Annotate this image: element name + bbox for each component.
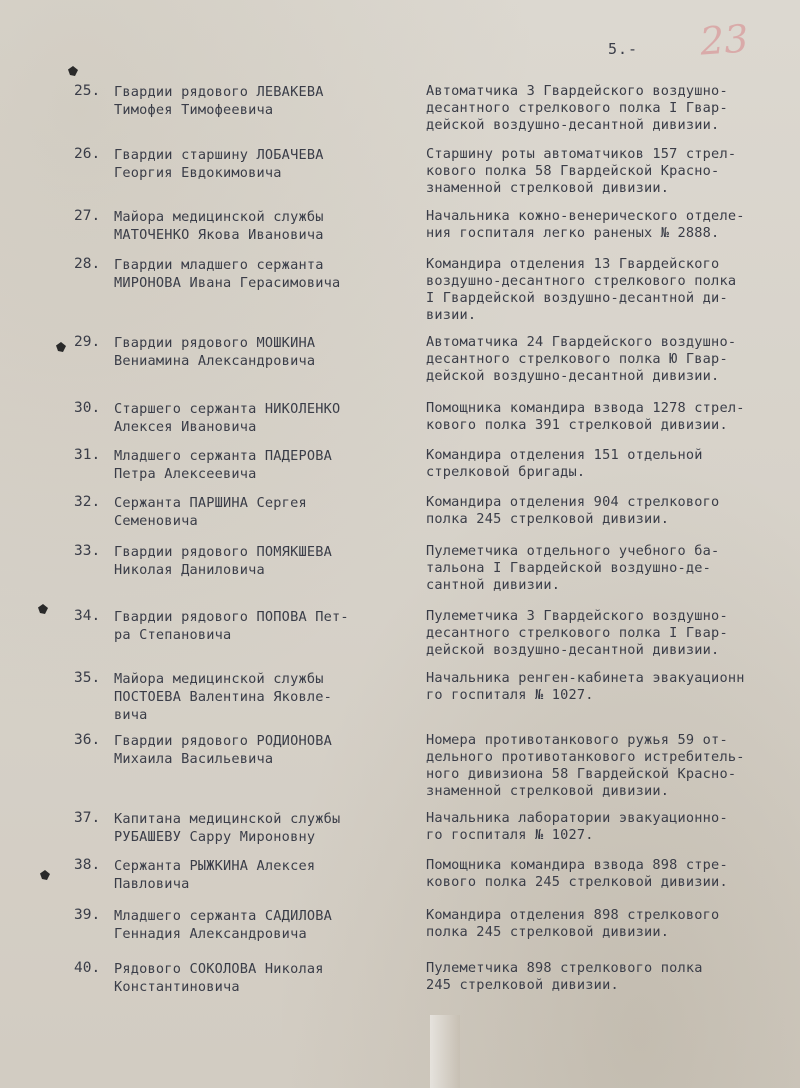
person-name <box>114 732 414 768</box>
person-line: Николая Даниловича <box>114 562 265 578</box>
person-line: Гвардии рядового ЛЕВАКЕВА <box>114 84 324 100</box>
entry-number: 38. <box>74 857 101 873</box>
person-line: ра Степановича <box>114 627 232 643</box>
person-line: Сержанта ПАРШИНА Сергея <box>114 495 307 511</box>
position-line: полка 245 стрелковой дивизии. <box>426 924 670 940</box>
person-name <box>114 447 414 483</box>
position-line: дейской воздушно-десантной дивизии. <box>426 368 720 384</box>
person-line: Гвардии рядового ПОПОВА Пет- <box>114 609 349 625</box>
position-line: Начальника кожно-венерического отделе- <box>426 208 745 224</box>
position-line: го госпиталя № 1027. <box>426 827 594 843</box>
position-line: Номера противотанкового ружья 59 от- <box>426 732 728 748</box>
position-line: Помощника командира взвода 898 стре- <box>426 857 728 873</box>
position-description <box>426 208 786 242</box>
position-line: знаменной стрелковой дивизии. <box>426 180 670 196</box>
person-name <box>114 810 414 846</box>
position-line: Командира отделения 13 Гвардейского <box>426 256 720 272</box>
entry-number: 28. <box>74 256 101 272</box>
position-line: Начальника лаборатории эвакуационно- <box>426 810 728 826</box>
person-name <box>114 543 414 579</box>
position-description <box>426 447 786 481</box>
position-description <box>426 83 786 134</box>
position-description <box>426 608 786 659</box>
position-description <box>426 256 786 324</box>
position-description <box>426 146 786 197</box>
person-line: Павловича <box>114 876 190 892</box>
position-line: кового полка 391 стрелковой дивизии. <box>426 417 728 433</box>
person-line: Гвардии рядового ПОМЯКШЕВА <box>114 544 332 560</box>
person-name <box>114 494 414 530</box>
person-line: МИРОНОВА Ивана Герасимовича <box>114 275 341 291</box>
position-line: стрелковой бригады. <box>426 464 586 480</box>
person-line: Младшего сержанта ПАДЕРОВА <box>114 448 332 464</box>
person-line: вича <box>114 707 148 723</box>
person-line: Константиновича <box>114 979 240 995</box>
position-line: воздушно-десантного стрелкового полка <box>426 273 737 289</box>
archive-page-number: 23 <box>698 16 750 64</box>
entry-number: 32. <box>74 494 101 510</box>
person-name <box>114 400 414 436</box>
position-line: Автоматчика 3 Гвардейского воздушно- <box>426 83 728 99</box>
position-line: I Гвардейской воздушно-десантной ди- <box>426 290 728 306</box>
person-line: Гвардии рядового РОДИОНОВА <box>114 733 332 749</box>
person-line: Георгия Евдокимовича <box>114 165 282 181</box>
entry-number: 36. <box>74 732 101 748</box>
entry-number: 40. <box>74 960 101 976</box>
position-description <box>426 907 786 941</box>
person-line: Геннадия Александровича <box>114 926 307 942</box>
person-line: Михаила Васильевича <box>114 751 274 767</box>
person-name <box>114 208 414 244</box>
position-description <box>426 494 786 528</box>
person-line: Младшего сержанта САДИЛОВА <box>114 908 332 924</box>
position-description <box>426 543 786 594</box>
person-line: ПОСТОЕВА Валентина Яковле- <box>114 689 332 705</box>
position-line: тальона I Гвардейской воздушно-де- <box>426 560 712 576</box>
entry-number: 33. <box>74 543 101 559</box>
person-line: Капитана медицинской службы <box>114 811 341 827</box>
person-name <box>114 334 414 370</box>
person-name <box>114 857 414 893</box>
person-line: Алексея Ивановича <box>114 419 257 435</box>
person-name <box>114 670 414 724</box>
person-name <box>114 256 414 292</box>
position-line: визии. <box>426 307 477 323</box>
position-line: Пулеметчика 3 Гвардейского воздушно- <box>426 608 728 624</box>
punch-hole <box>40 870 50 880</box>
entry-number: 34. <box>74 608 101 624</box>
person-line: Семеновича <box>114 513 198 529</box>
position-line: Старшину роты автоматчиков 157 стрел- <box>426 146 737 162</box>
position-line: 245 стрелковой дивизии. <box>426 977 619 993</box>
punch-hole <box>38 604 48 614</box>
entry-number: 27. <box>74 208 101 224</box>
entry-number: 30. <box>74 400 101 416</box>
person-line: Петра Алексеевича <box>114 466 257 482</box>
person-name <box>114 960 414 996</box>
entry-number: 35. <box>74 670 101 686</box>
entry-number: 26. <box>74 146 101 162</box>
position-line: Автоматчика 24 Гвардейского воздушно- <box>426 334 737 350</box>
page-number: 5.- <box>608 40 639 58</box>
person-name <box>114 83 414 119</box>
person-line: Тимофея Тимофеевича <box>114 102 274 118</box>
position-line: сантной дивизии. <box>426 577 561 593</box>
position-line: знаменной стрелковой дивизии. <box>426 783 670 799</box>
position-line: Начальника ренген-кабинета эвакуационн <box>426 670 745 686</box>
person-line: Майора медицинской службы <box>114 209 324 225</box>
position-line: дельного противотанкового истребитель- <box>426 749 745 765</box>
paper-fold <box>430 1015 460 1088</box>
person-line: Майора медицинской службы <box>114 671 324 687</box>
punch-hole <box>56 342 66 352</box>
person-line: Рядового СОКОЛОВА Николая <box>114 961 324 977</box>
punch-hole <box>68 66 78 76</box>
person-line: Старшего сержанта НИКОЛЕНКО <box>114 401 341 417</box>
person-line: РУБАШЕВУ Сарру Мироновну <box>114 829 316 845</box>
position-description <box>426 732 786 800</box>
person-name <box>114 608 414 644</box>
person-name <box>114 907 414 943</box>
position-line: Пулеметчика отдельного учебного ба- <box>426 543 720 559</box>
position-line: го госпиталя № 1027. <box>426 687 594 703</box>
position-line: дейской воздушно-десантной дивизии. <box>426 642 720 658</box>
position-line: десантного стрелкового полка Ю Гвар- <box>426 351 728 367</box>
position-line: десантного стрелкового полка I Гвар- <box>426 625 728 641</box>
position-line: дейской воздушно-десантной дивизии. <box>426 117 720 133</box>
position-line: Командира отделения 898 стрелкового <box>426 907 720 923</box>
position-line: ния госпиталя легко раненых № 2888. <box>426 225 720 241</box>
position-description <box>426 810 786 844</box>
position-line: Пулеметчика 898 стрелкового полка <box>426 960 703 976</box>
person-line: Гвардии рядового МОШКИНА <box>114 335 316 351</box>
position-description <box>426 960 786 994</box>
position-line: ного дивизиона 58 Гвардейской Красно- <box>426 766 737 782</box>
person-name <box>114 146 414 182</box>
position-line: кового полка 245 стрелковой дивизии. <box>426 874 728 890</box>
entry-number: 39. <box>74 907 101 923</box>
entry-number: 25. <box>74 83 101 99</box>
person-line: Вениамина Александровича <box>114 353 316 369</box>
entry-number: 31. <box>74 447 101 463</box>
person-line: МАТОЧЕНКО Якова Ивановича <box>114 227 324 243</box>
entry-number: 29. <box>74 334 101 350</box>
person-line: Гвардии младшего сержанта <box>114 257 324 273</box>
person-line: Гвардии старшину ЛОБАЧЕВА <box>114 147 324 163</box>
position-description <box>426 857 786 891</box>
position-line: полка 245 стрелковой дивизии. <box>426 511 670 527</box>
position-description <box>426 334 786 385</box>
position-description <box>426 670 786 704</box>
position-line: Командира отделения 151 отдельной <box>426 447 703 463</box>
position-line: Помощника командира взвода 1278 стрел- <box>426 400 745 416</box>
position-line: десантного стрелкового полка I Гвар- <box>426 100 728 116</box>
entry-number: 37. <box>74 810 101 826</box>
position-line: кового полка 58 Гвардейской Красно- <box>426 163 720 179</box>
position-line: Командира отделения 904 стрелкового <box>426 494 720 510</box>
position-description <box>426 400 786 434</box>
person-line: Сержанта РЫЖКИНА Алексея <box>114 858 316 874</box>
